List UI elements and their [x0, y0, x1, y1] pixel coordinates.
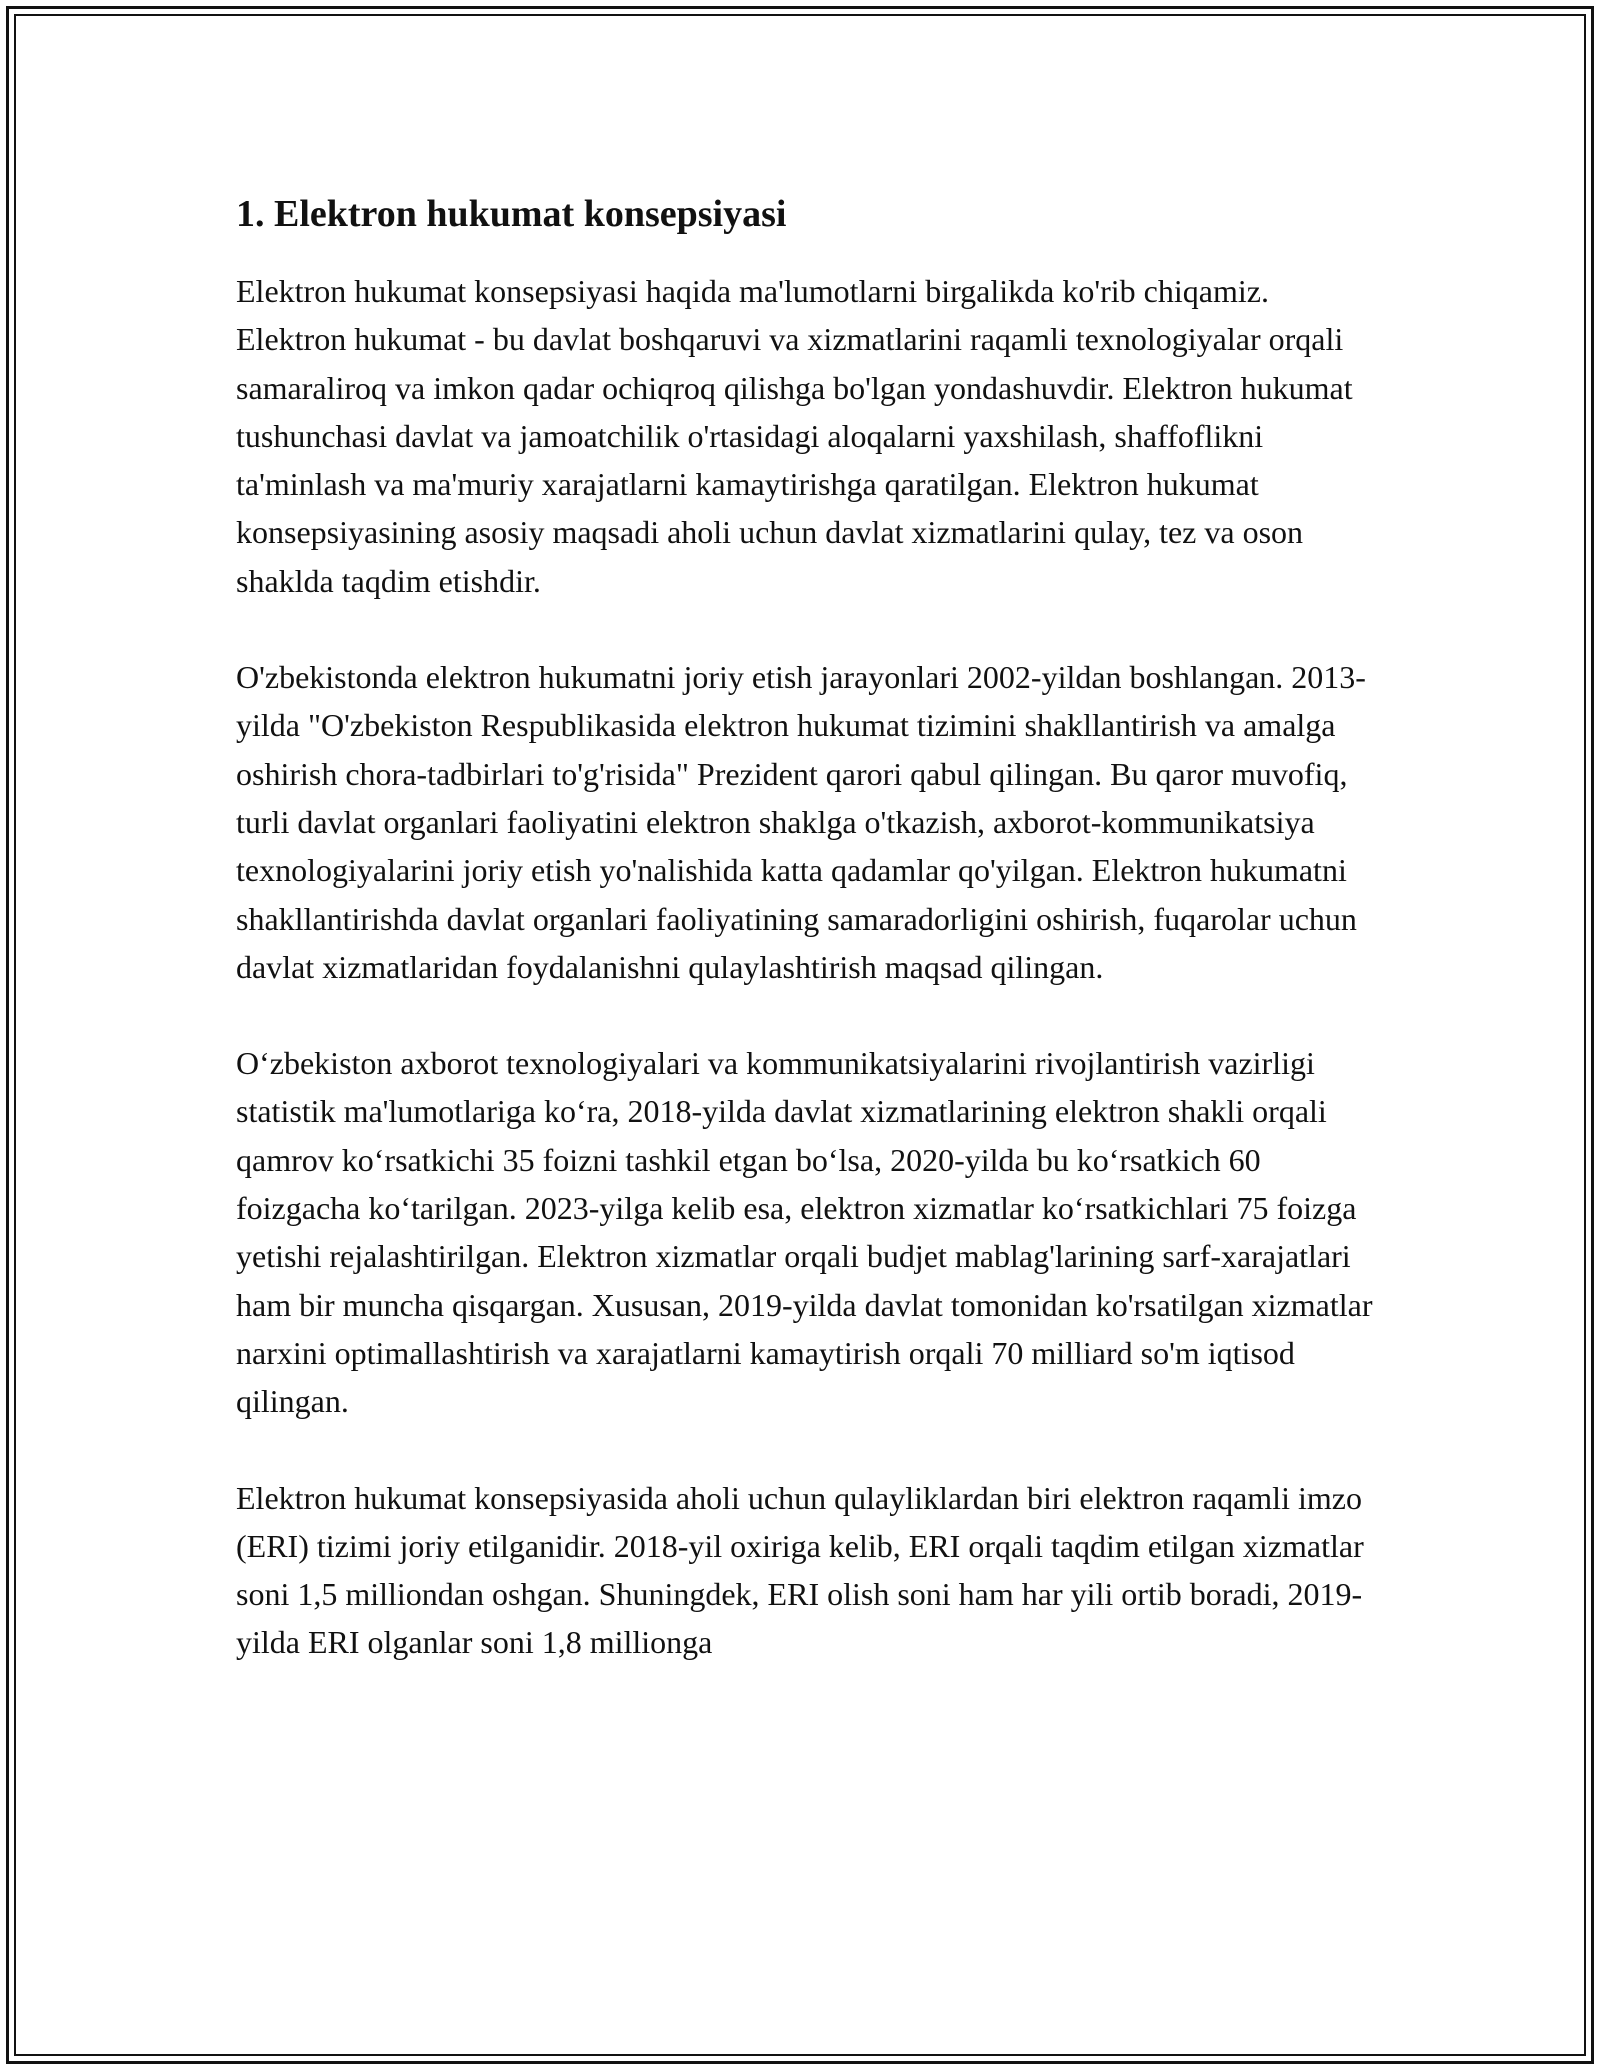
section-heading: 1. Elektron hukumat konsepsiyasi: [236, 193, 787, 235]
paragraph-history: O'zbekistonda elektron hukumatni joriy etish jarayonlari 2002-yildan boshlangan. 2013-yilda "O'zbekiston Respublikasida elektron hukumat tizimini shakllantirish va amalga oshirish chora-tadbirlari to'g'risida" Prezident qarori qabul qilingan. Bu qaror muvofiq, turli davlat organlari faoliyatini elektron shaklga o'tkazish, axborot-kommunikatsiya texnologiyalarini joriy etish yo'nalishida katta qadamlar qo'yilgan. Elektron hukumatni shakllantirishda davlat organlari faoliyatining samaradorligini oshirish, fuqarolar uchun davlat xizmatlaridan foydalanishni qulaylashtirish maqsad qilingan.: [236, 659, 1366, 985]
paragraph-statistics: O‘zbekiston axborot texnologiyalari va kommunikatsiyalarini rivojlantirish vazirligi statistik ma'lumotlariga ko‘ra, 2018-yilda davlat xizmatlarining elektron shakli orqali qamrov ko‘rsatkichi 35 foizni tashkil etgan bo‘lsa, 2020-yilda bu ko‘rsatkich 60 foizgacha ko‘tarilgan. 2023-yilga kelib esa, elektron xizmatlar ko‘rsatkichlari 75 foizga yetishi rejalashtirilgan. Elektron xizmatlar orqali budjet mablag'larining sarf-xarajatlari ham bir muncha qisqargan. Xususan, 2019-yilda davlat tomonidan ko'rsatilgan xizmatlar narxini optimallashtirish va xarajatlarni kamaytirish orqali 70 milliard so'm iqtisod qilingan.: [236, 1045, 1373, 1420]
paragraph-digital-signature: Elektron hukumat konsepsiyasida aholi uchun qulayliklardan biri elektron raqamli imzo (ERI) tizimi joriy etilganidir. 2018-yil oxiriga kelib, ERI orqali taqdim etilgan xizmatlar soni 1,5 milliondan oshgan. Shuningdek, ERI olish soni ham har yili ortib boradi, 2019-yilda ERI olganlar soni 1,8 millionga: [236, 1479, 1364, 1661]
paragraph-concept: Elektron hukumat konsepsiyasi haqida ma'lumotlarni birgalikda ko'rib chiqamiz. Elektron hukumat - bu davlat boshqaruvi va xizmatlarini raqamli texnologiyalar orqali samaraliroq va imkon qadar ochiqroq qilishga bo'lgan yondashuvdir. Elektron hukumat tushunchasi davlat va jamoatchilik o'rtasidagi aloqalarni yaxshilash, shaffoflikni ta'minlash va ma'muriy xarajatlarni kamaytirishga qaratilgan. Elektron hukumat konsepsiyasining asosiy maqsadi aholi uchun davlat xizmatlarini qulay, tez va oson shaklda taqdim etishdir.: [236, 273, 1353, 599]
document-body: [236, 188, 1386, 1715]
